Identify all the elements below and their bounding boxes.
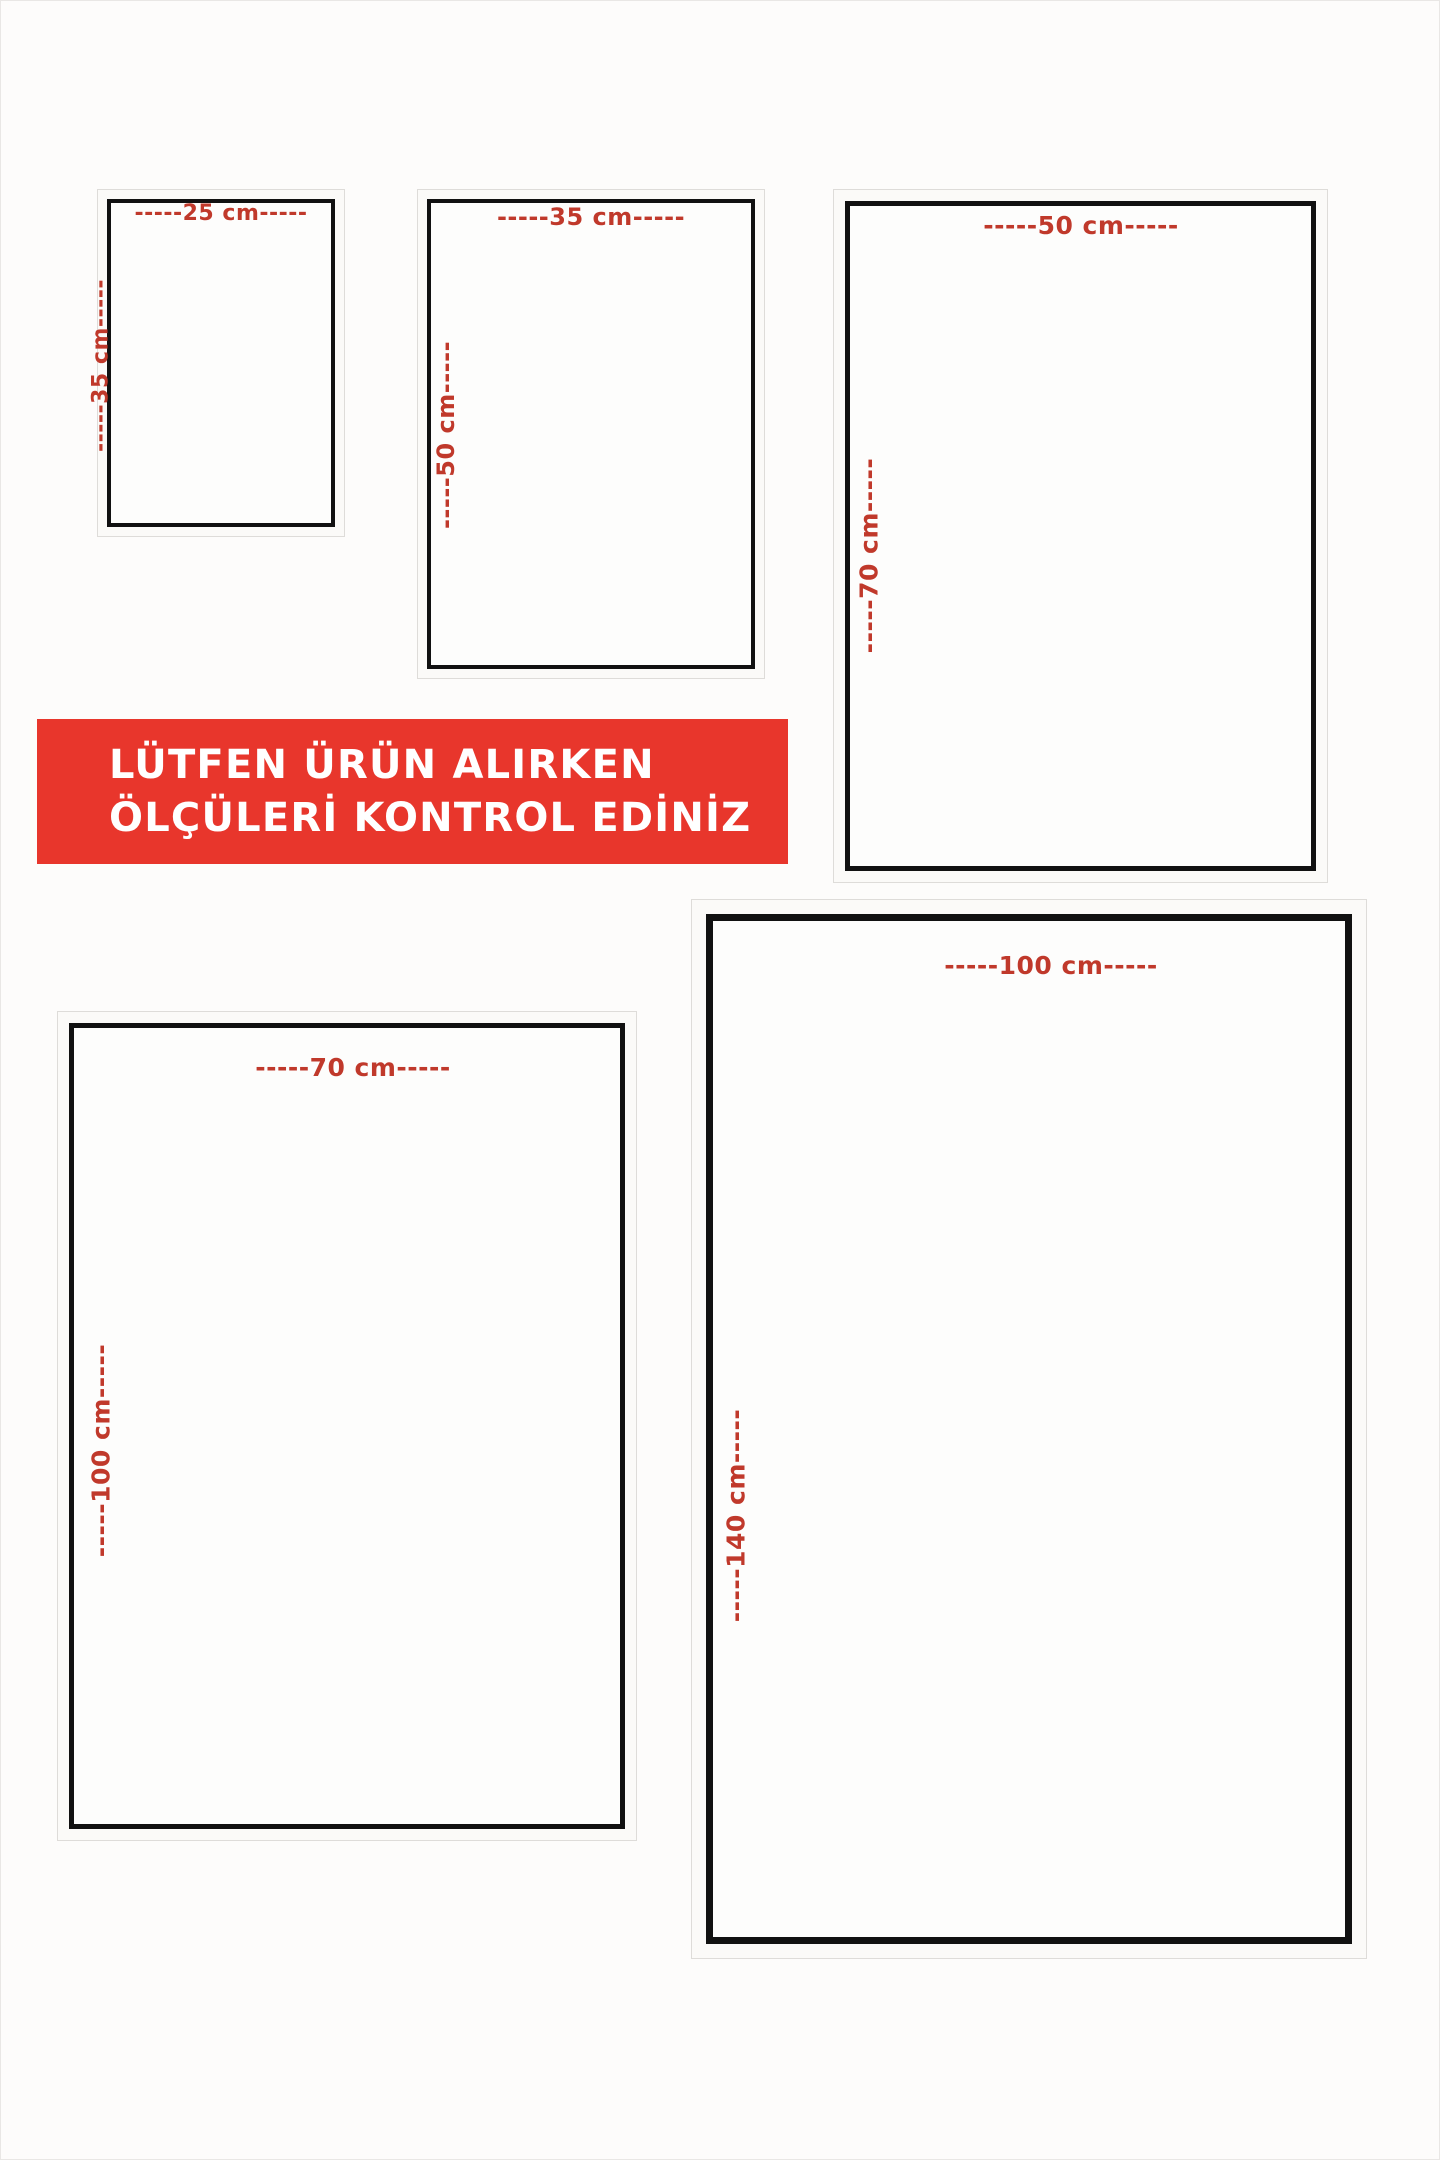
frame-35x50-height-label: -----50 cm----- — [432, 340, 460, 530]
frame-50x70 — [833, 189, 1328, 883]
frame-70x100-width-label: -----70 cm----- — [255, 1053, 451, 1082]
frame-35x50-inner — [427, 199, 755, 669]
warning-line-2: ÖLÇÜLERİ KONTROL EDİNİZ — [109, 794, 752, 841]
frame-25x35-width-label: -----25 cm----- — [134, 201, 308, 226]
frame-25x35 — [97, 189, 345, 537]
frame-70x100-height-label: -----100 cm----- — [86, 1343, 116, 1558]
frame-100x140-height-label: -----140 cm----- — [721, 1408, 751, 1623]
warning-banner — [37, 719, 788, 864]
frame-50x70-height-label: -----70 cm----- — [854, 457, 884, 654]
frame-35x50-width-label: -----35 cm----- — [496, 203, 686, 231]
frame-25x35-inner — [107, 199, 335, 527]
frame-35x50 — [417, 189, 765, 679]
frame-100x140-width-label: -----100 cm----- — [944, 951, 1158, 980]
frame-70x100-inner — [69, 1023, 625, 1829]
frame-70x100 — [57, 1011, 637, 1841]
frame-25x35-height-label: -----35 cm----- — [88, 278, 114, 453]
frame-50x70-width-label: -----50 cm----- — [983, 211, 1179, 240]
warning-line-1: LÜTFEN ÜRÜN ALIRKEN — [109, 741, 655, 788]
frame-100x140 — [691, 899, 1367, 1959]
frame-50x70-inner — [845, 201, 1316, 871]
frame-100x140-inner — [706, 914, 1352, 1944]
